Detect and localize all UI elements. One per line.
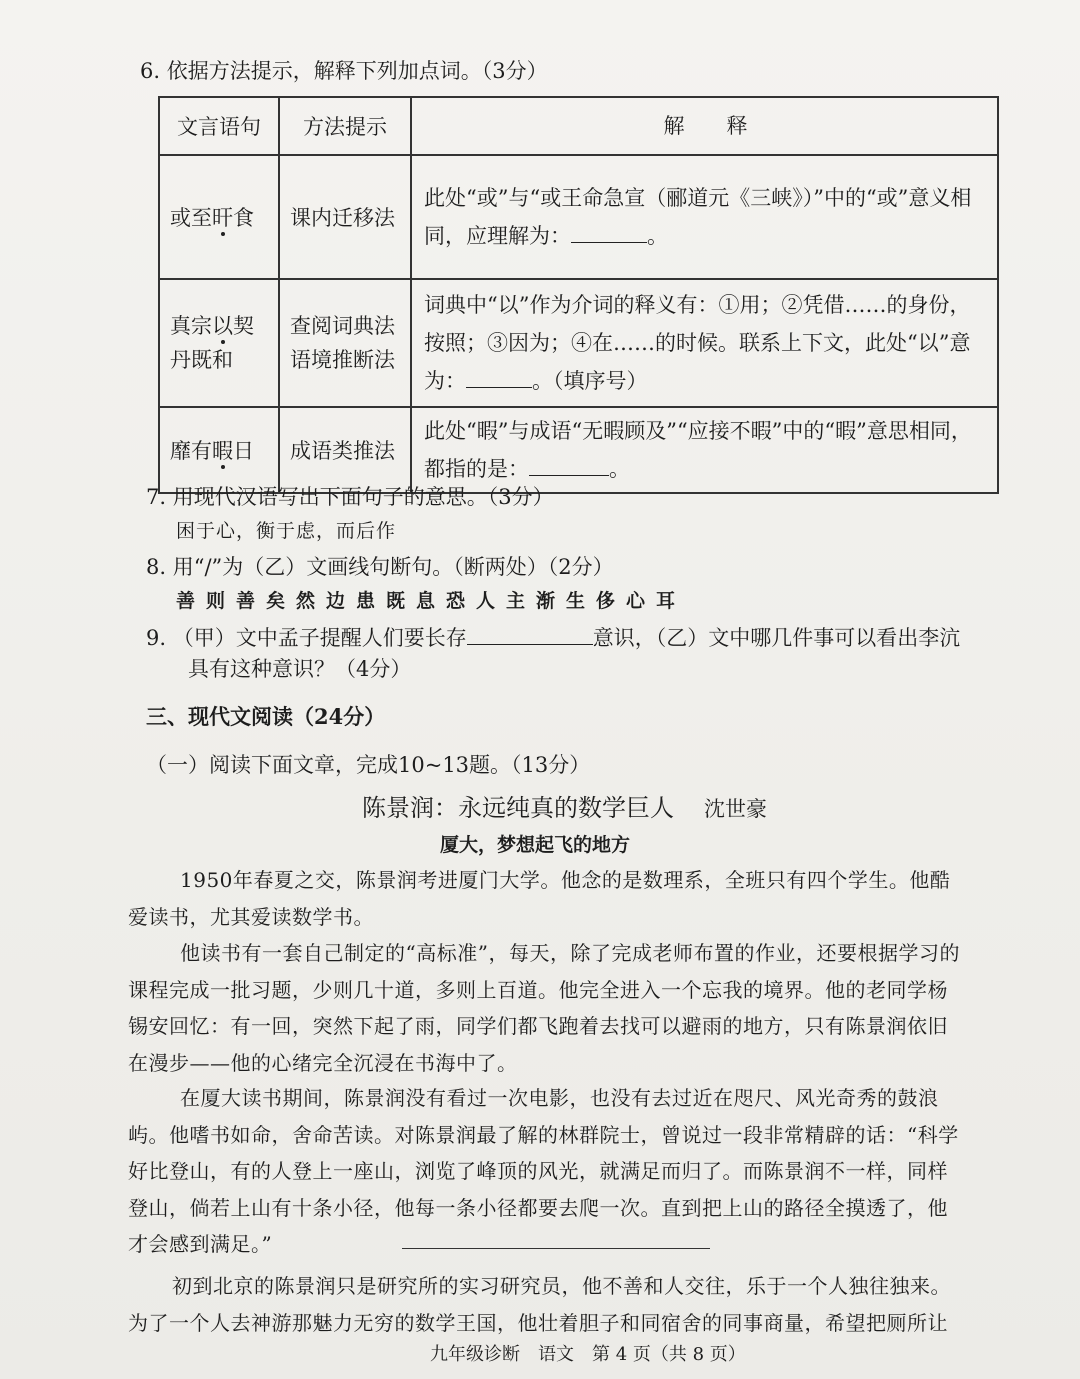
row2-dotted-word: 以: [212, 314, 233, 338]
row2-sentence-l2: 丹既和: [170, 348, 233, 372]
header-method: 方法提示: [279, 97, 411, 155]
row2-method-l2: 语境推断法: [290, 348, 395, 372]
answer-blank[interactable]: [466, 365, 532, 388]
row1-exp-line1: 此处“或”与“或王命急宣（郦道元《三峡》）”中的“或”意义相: [424, 186, 972, 210]
row3-exp-line1: 此处“暇”与成语“无暇顾及”“应接不暇”中的“暇”意思相同，: [424, 419, 972, 443]
row2-exp-line3-pre: 为：: [424, 369, 466, 393]
row1-explanation: [411, 155, 998, 279]
q6-table: [158, 96, 999, 494]
q9-line1: [146, 622, 960, 653]
table-header-row: [159, 97, 998, 155]
q9-line2: 具有这种意识？（4分）: [188, 657, 412, 681]
header-sentence: 文言语句: [159, 97, 279, 155]
answer-blank[interactable]: [467, 622, 593, 645]
row2-explanation: [411, 279, 998, 407]
q9-line1-post: 意识，（乙）文中哪几件事可以看出李沆: [592, 626, 961, 650]
row3-sentence-pre: 靡有: [170, 439, 212, 463]
row3-method: 成语类推法: [279, 407, 411, 493]
row1-exp-line2: [424, 217, 987, 255]
article-p1: 1950年春夏之交，陈景润考进厦门大学。他念的是数理系，全班只有四个学生。他酷爱读书，尤其爱读数学书。: [128, 868, 951, 929]
article-p4: 初到北京的陈景润只是研究所的实习研究员，他不善和人交往，乐于一个人独往独来。为了一个人去神游那魅力无穷的数学王国，他壮着胆子和同宿舍的同事商量，希望把厕所让: [128, 1274, 951, 1335]
row2-exp-line1: 词典中“以”作为介词的释义有：①用；②凭借……的身份，: [424, 293, 971, 317]
row2-exp-line2: 按照；③因为；④在……的时候。联系上下文，此处“以”意: [424, 331, 971, 355]
row1-sentence-post: 食: [233, 206, 254, 230]
row1-sentence-pre: 或至: [170, 206, 212, 230]
q7-stem: 7. 用现代汉语写出下面句子的意思。（3分）: [146, 485, 554, 509]
row1-method: 课内迁移法: [279, 155, 411, 279]
row1-dotted-word: 旰: [212, 206, 233, 230]
article-subtitle: 厦大，梦想起飞的地方: [440, 834, 631, 856]
row1-exp-line2-text: 同，应理解为：: [424, 224, 571, 248]
article-title-text: 陈景润：永远纯真的数学巨人: [362, 794, 674, 822]
q8-sentence: 善则善矣然边患既息恐人主渐生侈心耳: [176, 590, 687, 612]
page-footer: 九年级诊断 语文 第 4 页（共 8 页）: [430, 1344, 746, 1365]
row2-sentence-pre: 真宗: [170, 314, 212, 338]
q7-sentence: 困于心，衡于虑，而后作: [176, 520, 397, 542]
table-row: [159, 279, 998, 407]
section3-part1: （一）阅读下面文章，完成10~13题。（13分）: [146, 753, 591, 777]
answer-blank[interactable]: [529, 453, 609, 476]
row1-exp-end: 。: [647, 224, 668, 248]
row2-method-l1: 查阅词典法: [290, 314, 395, 338]
table-row: [159, 407, 998, 493]
answer-blank[interactable]: [571, 220, 647, 243]
row2-sentence-l1: [170, 309, 268, 343]
row2-sentence-post: 契: [233, 314, 254, 338]
article-p2: 他读书有一套自己制定的“高标准”，每天，除了完成老师布置的作业，还要根据学习的课程完成一批习题，少则几十道，多则上百道。他完全进入一个忘我的境界。他的老同学杨锡安回忆：有一回，突然下起了雨，同学们都飞跑着去找可以避雨的地方，只有陈景润依旧在漫步——他的心绪完全沉浸在书海中了。: [128, 941, 960, 1075]
row3-sentence-post: 日: [233, 439, 254, 463]
article-title: [362, 788, 767, 823]
section-divider: [402, 1248, 710, 1249]
row2-sentence: [159, 279, 279, 407]
article-p3: 在厦大读书期间，陈景润没有看过一次电影，也没有去过近在咫尺、风光奇秀的鼓浪屿。他嗜书如命，舍命苦读。对陈景润最了解的林群院士，曾说过一段非常精辟的话：“科学好比登山，有的人登上一座山，浏览了峰顶的风光，就满足而归了。而陈景润不一样，同样登山，倘若上山有十条小径，他每一条小径都要去爬一次。直到把上山的路径全摸透了，他才会感到满足。”: [128, 1086, 959, 1256]
row3-dotted-word: 暇: [212, 439, 233, 463]
row1-sentence: [159, 155, 279, 279]
table-row: [159, 155, 998, 279]
section3-heading: 三、现代文阅读（24分）: [146, 704, 386, 729]
row3-exp-end: 。: [609, 457, 630, 481]
q9-line1-pre: 9. （甲）文中孟子提醒人们要长存: [146, 626, 467, 650]
row2-method: [279, 279, 411, 407]
article-author: 沈世豪: [704, 797, 767, 821]
q8-stem: 8. 用“/”为（乙）文画线句断句。（断两处）（2分）: [146, 555, 614, 579]
row3-explanation: [411, 407, 998, 493]
header-explanation: 解 释: [411, 97, 998, 155]
row2-exp-line3: [424, 362, 987, 400]
q6-stem: 6. 依据方法提示，解释下列加点词。（3分）: [140, 59, 548, 83]
row3-sentence: [159, 407, 279, 493]
row2-exp-line3-post: 。（填序号）: [532, 369, 648, 393]
row3-exp-line2-text: 都指的是：: [424, 457, 529, 481]
